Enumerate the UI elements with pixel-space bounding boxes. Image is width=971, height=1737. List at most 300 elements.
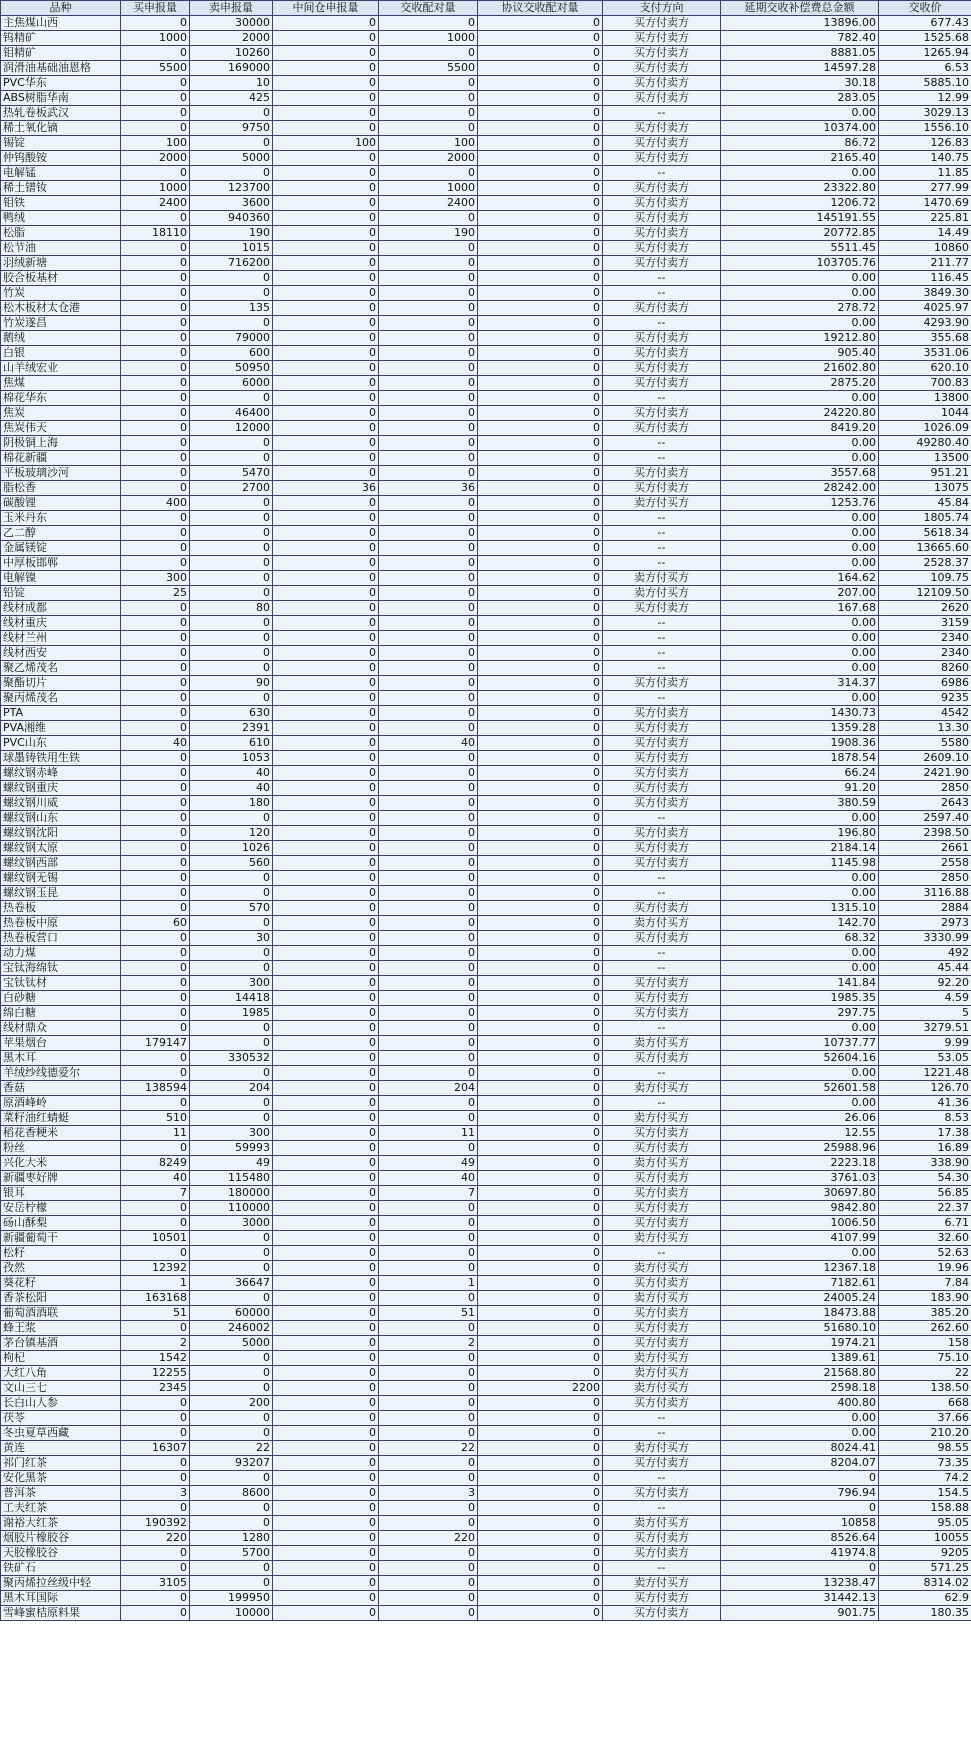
cell-intermediate-declared: 0 <box>273 1081 379 1096</box>
cell-agreement-matched: 0 <box>478 256 603 271</box>
cell-buy-declared: 25 <box>121 586 190 601</box>
cell-delivery-matched: 0 <box>379 451 478 466</box>
cell-sell-declared: 0 <box>190 691 273 706</box>
cell-intermediate-declared: 0 <box>273 1096 379 1111</box>
cell-sell-declared: 940360 <box>190 211 273 226</box>
cell-payment-direction: 买方付卖方 <box>603 1486 721 1501</box>
cell-deferred-compensation: 12.55 <box>721 1126 879 1141</box>
cell-deferred-compensation: 18473.88 <box>721 1306 879 1321</box>
cell-payment-direction: 买方付卖方 <box>603 1186 721 1201</box>
cell-variety: 苹果烟台 <box>1 1036 121 1051</box>
cell-intermediate-declared: 0 <box>273 1561 379 1576</box>
cell-payment-direction: 买方付卖方 <box>603 46 721 61</box>
cell-payment-direction: 买方付卖方 <box>603 676 721 691</box>
table-row <box>1 1426 971 1441</box>
cell-deferred-compensation: 2223.18 <box>721 1156 879 1171</box>
table-row <box>1 736 971 751</box>
cell-sell-declared: 300 <box>190 976 273 991</box>
cell-intermediate-declared: 0 <box>273 166 379 181</box>
cell-deferred-compensation: 10858 <box>721 1516 879 1531</box>
table-row <box>1 16 971 31</box>
cell-variety: 茯苓 <box>1 1411 121 1426</box>
cell-variety: 蜂王浆 <box>1 1321 121 1336</box>
cell-agreement-matched: 0 <box>478 811 603 826</box>
cell-variety: 松脂 <box>1 226 121 241</box>
cell-delivery-matched: 0 <box>379 556 478 571</box>
table-row <box>1 271 971 286</box>
cell-delivery-price: 668 <box>879 1396 971 1411</box>
cell-delivery-matched: 0 <box>379 361 478 376</box>
cell-delivery-matched: 0 <box>379 1501 478 1516</box>
cell-buy-declared: 0 <box>121 886 190 901</box>
cell-variety: 雪峰蜜桔原料果 <box>1 1606 121 1621</box>
cell-buy-declared: 0 <box>121 466 190 481</box>
cell-payment-direction: 买方付卖方 <box>603 376 721 391</box>
cell-sell-declared: 40 <box>190 766 273 781</box>
cell-payment-direction: 买方付卖方 <box>603 1276 721 1291</box>
cell-delivery-matched: 0 <box>379 841 478 856</box>
cell-intermediate-declared: 0 <box>273 286 379 301</box>
cell-delivery-matched: 0 <box>379 436 478 451</box>
cell-intermediate-declared: 0 <box>273 1501 379 1516</box>
table-header-row <box>1 1 971 16</box>
cell-intermediate-declared: 0 <box>273 766 379 781</box>
cell-payment-direction: -- <box>603 511 721 526</box>
cell-payment-direction: -- <box>603 166 721 181</box>
cell-payment-direction: -- <box>603 451 721 466</box>
cell-delivery-price: 1470.69 <box>879 196 971 211</box>
table-row <box>1 586 971 601</box>
cell-deferred-compensation: 3761.03 <box>721 1171 879 1186</box>
cell-buy-declared: 0 <box>121 91 190 106</box>
cell-buy-declared: 0 <box>121 421 190 436</box>
cell-intermediate-declared: 0 <box>273 1606 379 1621</box>
cell-agreement-matched: 0 <box>478 361 603 376</box>
cell-sell-declared: 0 <box>190 166 273 181</box>
cell-buy-declared: 0 <box>121 1471 190 1486</box>
cell-variety: 粉丝 <box>1 1141 121 1156</box>
cell-variety: 山羊绒宏业 <box>1 361 121 376</box>
cell-deferred-compensation: 52604.16 <box>721 1051 879 1066</box>
cell-delivery-price: 138.50 <box>879 1381 971 1396</box>
cell-variety: 碳酸锂 <box>1 496 121 511</box>
cell-sell-declared: 0 <box>190 436 273 451</box>
cell-intermediate-declared: 0 <box>273 1531 379 1546</box>
cell-deferred-compensation: 0.00 <box>721 691 879 706</box>
cell-buy-declared: 0 <box>121 1246 190 1261</box>
cell-variety: 鸭绒 <box>1 211 121 226</box>
table-row <box>1 1231 971 1246</box>
cell-sell-declared: 0 <box>190 526 273 541</box>
cell-variety: 稀土氧化镝 <box>1 121 121 136</box>
cell-payment-direction: -- <box>603 556 721 571</box>
cell-sell-declared: 10260 <box>190 46 273 61</box>
cell-buy-declared: 0 <box>121 286 190 301</box>
cell-agreement-matched: 0 <box>478 421 603 436</box>
cell-agreement-matched: 0 <box>478 76 603 91</box>
cell-deferred-compensation: 901.75 <box>721 1606 879 1621</box>
cell-intermediate-declared: 0 <box>273 1366 379 1381</box>
table-row <box>1 556 971 571</box>
cell-payment-direction: 买方付卖方 <box>603 91 721 106</box>
cell-buy-declared: 0 <box>121 241 190 256</box>
cell-intermediate-declared: 0 <box>273 106 379 121</box>
cell-sell-declared: 49 <box>190 1156 273 1171</box>
table-row <box>1 1516 971 1531</box>
cell-delivery-matched: 0 <box>379 946 478 961</box>
cell-buy-declared: 0 <box>121 1411 190 1426</box>
cell-delivery-matched: 0 <box>379 811 478 826</box>
cell-agreement-matched: 0 <box>478 631 603 646</box>
cell-buy-declared: 0 <box>121 331 190 346</box>
cell-buy-declared: 0 <box>121 901 190 916</box>
cell-delivery-matched: 36 <box>379 481 478 496</box>
cell-delivery-price: 4025.97 <box>879 301 971 316</box>
cell-payment-direction: 卖方付买方 <box>603 1441 721 1456</box>
table-row <box>1 1006 971 1021</box>
cell-sell-declared: 610 <box>190 736 273 751</box>
cell-sell-declared: 2000 <box>190 31 273 46</box>
cell-variety: 谢裕大红茶 <box>1 1516 121 1531</box>
cell-payment-direction: 买方付卖方 <box>603 361 721 376</box>
cell-variety: 黑木耳 <box>1 1051 121 1066</box>
cell-payment-direction: -- <box>603 961 721 976</box>
cell-buy-declared: 163168 <box>121 1291 190 1306</box>
cell-agreement-matched: 0 <box>478 976 603 991</box>
cell-payment-direction: -- <box>603 1471 721 1486</box>
cell-payment-direction: 买方付卖方 <box>603 1006 721 1021</box>
cell-buy-declared: 1000 <box>121 31 190 46</box>
cell-payment-direction: 卖方付买方 <box>603 1111 721 1126</box>
cell-delivery-price: 2661 <box>879 841 971 856</box>
cell-variety: 动力煤 <box>1 946 121 961</box>
cell-intermediate-declared: 0 <box>273 361 379 376</box>
header-intermediate-declared: 中间仓申报量 <box>273 1 379 16</box>
cell-deferred-compensation: 141.84 <box>721 976 879 991</box>
cell-variety: 冬虫夏草西藏 <box>1 1426 121 1441</box>
cell-delivery-price: 2340 <box>879 631 971 646</box>
table-row <box>1 901 971 916</box>
cell-deferred-compensation: 1974.21 <box>721 1336 879 1351</box>
cell-variety: 热卷板中原 <box>1 916 121 931</box>
cell-agreement-matched: 0 <box>478 496 603 511</box>
cell-delivery-matched: 0 <box>379 496 478 511</box>
cell-variety: PVA湘维 <box>1 721 121 736</box>
cell-buy-declared: 0 <box>121 1006 190 1021</box>
cell-intermediate-declared: 100 <box>273 136 379 151</box>
cell-variety: 玉米丹东 <box>1 511 121 526</box>
cell-buy-declared: 8249 <box>121 1156 190 1171</box>
cell-buy-declared: 400 <box>121 496 190 511</box>
cell-buy-declared: 0 <box>121 1396 190 1411</box>
cell-variety: 电解锰 <box>1 166 121 181</box>
cell-delivery-matched: 0 <box>379 421 478 436</box>
cell-buy-declared: 0 <box>121 391 190 406</box>
cell-intermediate-declared: 0 <box>273 1051 379 1066</box>
cell-delivery-price: 95.05 <box>879 1516 971 1531</box>
cell-payment-direction: 买方付卖方 <box>603 1216 721 1231</box>
cell-buy-declared: 18110 <box>121 226 190 241</box>
cell-delivery-matched: 0 <box>379 331 478 346</box>
cell-intermediate-declared: 0 <box>273 1156 379 1171</box>
cell-variety: 葡萄酒酒联 <box>1 1306 121 1321</box>
cell-intermediate-declared: 0 <box>273 466 379 481</box>
cell-deferred-compensation: 0.00 <box>721 1246 879 1261</box>
table-row <box>1 241 971 256</box>
cell-delivery-matched: 0 <box>379 511 478 526</box>
cell-deferred-compensation: 0.00 <box>721 556 879 571</box>
cell-payment-direction: -- <box>603 316 721 331</box>
cell-payment-direction: -- <box>603 631 721 646</box>
cell-payment-direction: 买方付卖方 <box>603 1336 721 1351</box>
cell-payment-direction: 买方付卖方 <box>603 976 721 991</box>
cell-deferred-compensation: 0.00 <box>721 631 879 646</box>
cell-agreement-matched: 0 <box>478 1216 603 1231</box>
cell-buy-declared: 0 <box>121 751 190 766</box>
cell-agreement-matched: 0 <box>478 1276 603 1291</box>
cell-delivery-price: 109.75 <box>879 571 971 586</box>
cell-delivery-price: 7.84 <box>879 1276 971 1291</box>
table-row <box>1 646 971 661</box>
cell-intermediate-declared: 0 <box>273 781 379 796</box>
cell-agreement-matched: 0 <box>478 1426 603 1441</box>
cell-delivery-matched: 0 <box>379 46 478 61</box>
cell-variety: 烟胶片橡胶谷 <box>1 1531 121 1546</box>
cell-payment-direction: 买方付卖方 <box>603 331 721 346</box>
cell-buy-declared: 0 <box>121 1426 190 1441</box>
cell-agreement-matched: 0 <box>478 1321 603 1336</box>
table-row <box>1 391 971 406</box>
cell-sell-declared: 300 <box>190 1126 273 1141</box>
cell-intermediate-declared: 0 <box>273 751 379 766</box>
cell-payment-direction: 买方付卖方 <box>603 256 721 271</box>
cell-deferred-compensation: 1430.73 <box>721 706 879 721</box>
cell-sell-declared: 0 <box>190 496 273 511</box>
cell-delivery-matched: 0 <box>379 541 478 556</box>
cell-agreement-matched: 0 <box>478 331 603 346</box>
cell-delivery-matched: 40 <box>379 1171 478 1186</box>
cell-variety: 松节油 <box>1 241 121 256</box>
cell-agreement-matched: 0 <box>478 841 603 856</box>
cell-delivery-price: 62.9 <box>879 1591 971 1606</box>
cell-sell-declared: 570 <box>190 901 273 916</box>
cell-payment-direction: -- <box>603 871 721 886</box>
cell-variety: 润滑油基础油恩格 <box>1 61 121 76</box>
cell-deferred-compensation: 0.00 <box>721 616 879 631</box>
cell-delivery-matched: 0 <box>379 1291 478 1306</box>
cell-deferred-compensation: 2184.14 <box>721 841 879 856</box>
cell-intermediate-declared: 0 <box>273 1006 379 1021</box>
cell-agreement-matched: 0 <box>478 1411 603 1426</box>
cell-buy-declared: 0 <box>121 16 190 31</box>
cell-intermediate-declared: 0 <box>273 556 379 571</box>
cell-agreement-matched: 0 <box>478 1366 603 1381</box>
cell-delivery-price: 14.49 <box>879 226 971 241</box>
cell-buy-declared: 3105 <box>121 1576 190 1591</box>
table-row <box>1 571 971 586</box>
cell-delivery-matched: 51 <box>379 1306 478 1321</box>
cell-delivery-price: 1221.48 <box>879 1066 971 1081</box>
cell-sell-declared: 0 <box>190 1501 273 1516</box>
cell-delivery-matched: 0 <box>379 211 478 226</box>
cell-buy-declared: 0 <box>121 316 190 331</box>
cell-intermediate-declared: 0 <box>273 1126 379 1141</box>
cell-delivery-price: 2884 <box>879 901 971 916</box>
cell-deferred-compensation: 14597.28 <box>721 61 879 76</box>
cell-sell-declared: 14418 <box>190 991 273 1006</box>
cell-delivery-matched: 204 <box>379 1081 478 1096</box>
cell-intermediate-declared: 0 <box>273 886 379 901</box>
cell-intermediate-declared: 0 <box>273 331 379 346</box>
table-row <box>1 1486 971 1501</box>
cell-sell-declared: 0 <box>190 1261 273 1276</box>
cell-delivery-price: 1525.68 <box>879 31 971 46</box>
cell-sell-declared: 0 <box>190 886 273 901</box>
cell-delivery-matched: 0 <box>379 601 478 616</box>
cell-agreement-matched: 0 <box>478 616 603 631</box>
cell-intermediate-declared: 0 <box>273 976 379 991</box>
cell-delivery-price: 8314.02 <box>879 1576 971 1591</box>
cell-agreement-matched: 0 <box>478 556 603 571</box>
cell-buy-declared: 0 <box>121 256 190 271</box>
cell-delivery-price: 73.35 <box>879 1456 971 1471</box>
cell-deferred-compensation: 24220.80 <box>721 406 879 421</box>
cell-delivery-matched: 0 <box>379 466 478 481</box>
cell-agreement-matched: 0 <box>478 61 603 76</box>
cell-delivery-price: 700.83 <box>879 376 971 391</box>
cell-sell-declared: 5000 <box>190 1336 273 1351</box>
table-row <box>1 1306 971 1321</box>
cell-payment-direction: 买方付卖方 <box>603 16 721 31</box>
cell-agreement-matched: 0 <box>478 1141 603 1156</box>
table-row <box>1 1411 971 1426</box>
cell-agreement-matched: 0 <box>478 1231 603 1246</box>
cell-buy-declared: 0 <box>121 166 190 181</box>
cell-agreement-matched: 0 <box>478 226 603 241</box>
cell-delivery-matched: 0 <box>379 1006 478 1021</box>
cell-sell-declared: 0 <box>190 451 273 466</box>
cell-buy-declared: 60 <box>121 916 190 931</box>
cell-deferred-compensation: 1359.28 <box>721 721 879 736</box>
header-delivery-matched: 交收配对量 <box>379 1 478 16</box>
cell-deferred-compensation: 21602.80 <box>721 361 879 376</box>
cell-delivery-price: 2973 <box>879 916 971 931</box>
cell-payment-direction: 买方付卖方 <box>603 1126 721 1141</box>
cell-intermediate-declared: 0 <box>273 811 379 826</box>
cell-intermediate-declared: 0 <box>273 1486 379 1501</box>
cell-payment-direction: 卖方付买方 <box>603 586 721 601</box>
cell-agreement-matched: 0 <box>478 301 603 316</box>
cell-intermediate-declared: 0 <box>273 826 379 841</box>
table-row <box>1 706 971 721</box>
cell-delivery-matched: 0 <box>379 1111 478 1126</box>
cell-agreement-matched: 0 <box>478 1051 603 1066</box>
cell-sell-declared: 93207 <box>190 1456 273 1471</box>
cell-sell-declared: 120 <box>190 826 273 841</box>
cell-deferred-compensation: 196.80 <box>721 826 879 841</box>
cell-agreement-matched: 0 <box>478 931 603 946</box>
cell-delivery-price: 45.84 <box>879 496 971 511</box>
cell-delivery-matched: 0 <box>379 1381 478 1396</box>
cell-payment-direction: -- <box>603 391 721 406</box>
cell-delivery-price: 52.63 <box>879 1246 971 1261</box>
cell-intermediate-declared: 0 <box>273 1381 379 1396</box>
cell-delivery-matched: 0 <box>379 976 478 991</box>
cell-sell-declared: 135 <box>190 301 273 316</box>
cell-intermediate-declared: 0 <box>273 31 379 46</box>
cell-payment-direction: 卖方付买方 <box>603 571 721 586</box>
cell-delivery-matched: 7 <box>379 1186 478 1201</box>
cell-delivery-price: 2597.40 <box>879 811 971 826</box>
cell-intermediate-declared: 0 <box>273 586 379 601</box>
cell-deferred-compensation: 13238.47 <box>721 1576 879 1591</box>
cell-agreement-matched: 0 <box>478 1126 603 1141</box>
cell-sell-declared: 10000 <box>190 1606 273 1621</box>
table-row <box>1 286 971 301</box>
cell-payment-direction: 买方付卖方 <box>603 1606 721 1621</box>
cell-agreement-matched: 0 <box>478 1576 603 1591</box>
cell-variety: 螺纹钢太原 <box>1 841 121 856</box>
cell-payment-direction: 买方付卖方 <box>603 901 721 916</box>
cell-delivery-matched: 0 <box>379 76 478 91</box>
cell-delivery-price: 180.35 <box>879 1606 971 1621</box>
cell-delivery-price: 492 <box>879 946 971 961</box>
cell-deferred-compensation: 0 <box>721 1471 879 1486</box>
cell-agreement-matched: 0 <box>478 856 603 871</box>
cell-intermediate-declared: 0 <box>273 1456 379 1471</box>
cell-agreement-matched: 0 <box>478 676 603 691</box>
cell-variety: 棉花新疆 <box>1 451 121 466</box>
cell-intermediate-declared: 0 <box>273 151 379 166</box>
cell-sell-declared: 22 <box>190 1441 273 1456</box>
cell-deferred-compensation: 21568.80 <box>721 1366 879 1381</box>
cell-deferred-compensation: 2165.40 <box>721 151 879 166</box>
cell-agreement-matched: 0 <box>478 46 603 61</box>
cell-delivery-price: 677.43 <box>879 16 971 31</box>
cell-deferred-compensation: 1206.72 <box>721 196 879 211</box>
cell-buy-declared: 3 <box>121 1486 190 1501</box>
cell-delivery-price: 13.30 <box>879 721 971 736</box>
cell-buy-declared: 0 <box>121 856 190 871</box>
table-row <box>1 1111 971 1126</box>
cell-intermediate-declared: 0 <box>273 1396 379 1411</box>
table-row <box>1 1066 971 1081</box>
cell-variety: 平板玻璃沙河 <box>1 466 121 481</box>
table-row <box>1 211 971 226</box>
cell-deferred-compensation: 283.05 <box>721 91 879 106</box>
cell-buy-declared: 0 <box>121 1096 190 1111</box>
cell-buy-declared: 0 <box>121 46 190 61</box>
cell-delivery-matched: 0 <box>379 106 478 121</box>
table-row <box>1 166 971 181</box>
cell-delivery-matched: 0 <box>379 1576 478 1591</box>
cell-agreement-matched: 0 <box>478 1021 603 1036</box>
cell-payment-direction: -- <box>603 436 721 451</box>
cell-payment-direction: -- <box>603 691 721 706</box>
cell-deferred-compensation: 23322.80 <box>721 181 879 196</box>
cell-agreement-matched: 0 <box>478 736 603 751</box>
cell-buy-declared: 0 <box>121 211 190 226</box>
cell-payment-direction: -- <box>603 271 721 286</box>
cell-deferred-compensation: 20772.85 <box>721 226 879 241</box>
cell-delivery-matched: 1000 <box>379 31 478 46</box>
table-row <box>1 1126 971 1141</box>
cell-delivery-matched: 2400 <box>379 196 478 211</box>
cell-agreement-matched: 0 <box>478 1036 603 1051</box>
cell-payment-direction: -- <box>603 106 721 121</box>
cell-buy-declared: 10501 <box>121 1231 190 1246</box>
cell-payment-direction: 卖方付买方 <box>603 916 721 931</box>
